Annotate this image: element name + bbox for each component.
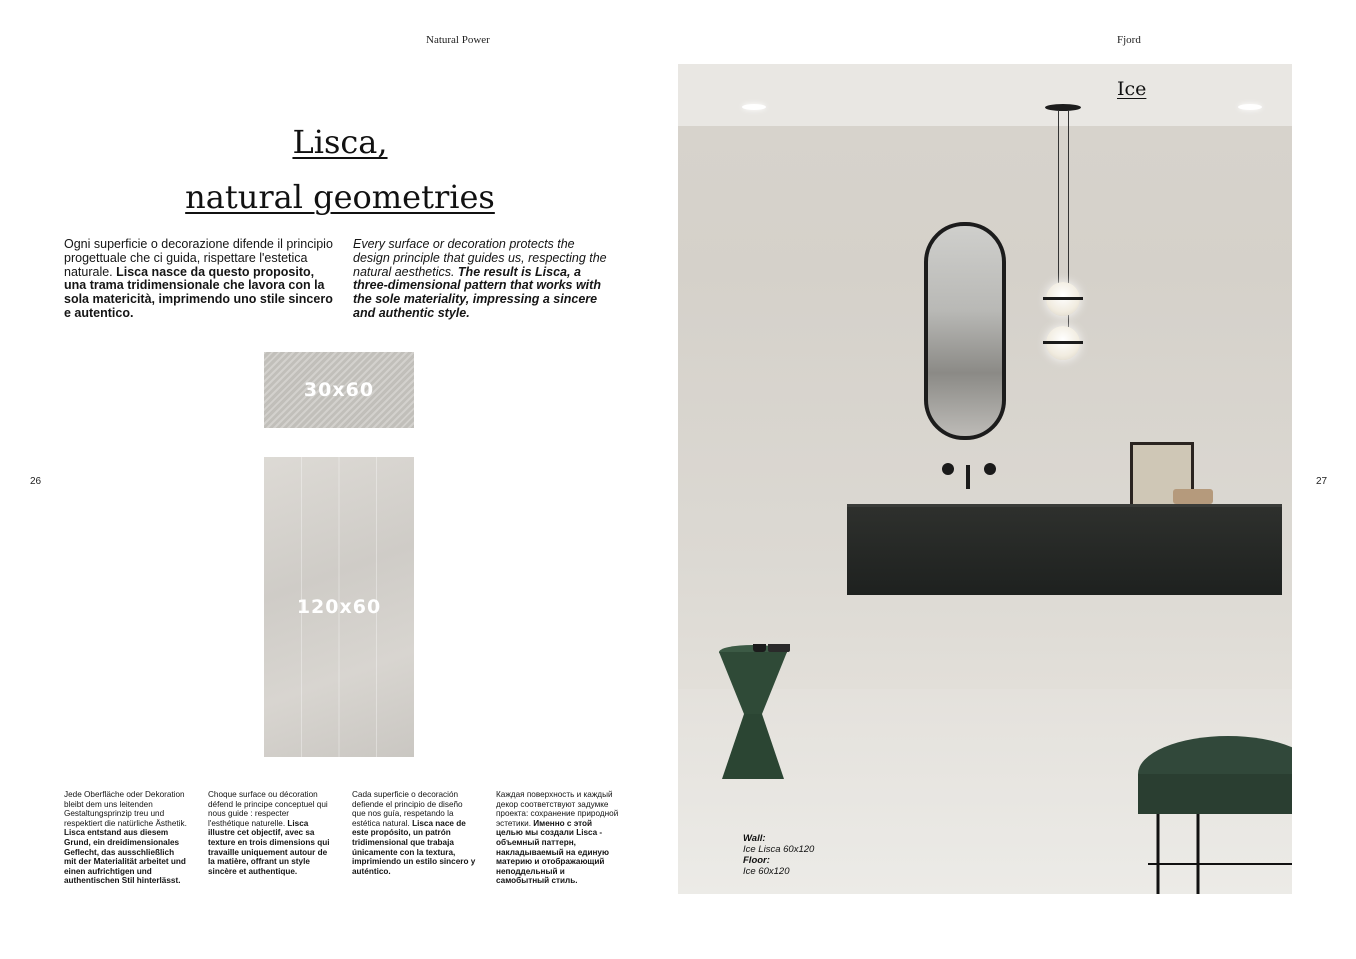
caption-floor-value: Ice 60x120	[743, 866, 790, 877]
text-column-russian	[496, 790, 620, 886]
oval-mirror	[924, 222, 1006, 440]
french-plain: Choque surface ou décoration défend le principe conceptuel qui nous guide : respecter l'esthétique naturelle.	[208, 790, 328, 828]
caption-wall-value: Ice Lisca 60x120	[743, 844, 815, 855]
text-column-french	[208, 790, 332, 876]
french-bold: Lisca illustre cet objectif, avec sa texture en trois dimensions qui travaille uniquement autour de la matière, offrant un style sincère et authentique.	[208, 818, 330, 876]
page-number-left: 26	[30, 476, 42, 487]
caption-floor-label: Floor:	[743, 855, 770, 866]
spanish-plain: Cada superficie o decoración defiende el principio de diseño que nos guía, respetando la estética natural.	[352, 790, 463, 828]
pendant-wire	[1058, 110, 1059, 290]
russian-bold: Именно с этой целью мы создали Lisca - объемный паттерн, накладываемый на единую материю и отображающий неподдельный и самобытный стиль.	[496, 818, 609, 886]
folded-towel	[1173, 489, 1213, 504]
photo-caption	[743, 833, 814, 877]
tile-sample-30x60	[264, 352, 414, 428]
intro-italian-plain: Ogni superficie o decorazione difende il principio progettuale che ci guida, rispettare l'estetica naturale.	[64, 237, 333, 279]
pendant-globe-upper	[1046, 282, 1080, 316]
green-side-table	[698, 644, 808, 784]
spanish-bold: Lisca nace de este propósito, un patrón tridimensional que trabaja únicamente con la textura, imprimiendo un estilo sincero y auténtico.	[352, 818, 476, 876]
tile-sample-120x60	[264, 457, 414, 757]
title-line-1: Lisca,	[292, 123, 388, 161]
running-header-left: Natural Power	[426, 34, 490, 46]
intro-italian	[64, 238, 336, 321]
german-bold: Lisca entstand aus diesem Grund, ein dreidimensionales Geflecht, das ausschließlich mit der Materialität arbeitet und einen aufrichtigen und authentischen Stil hinterlässt.	[64, 828, 186, 886]
intro-english-plain: Every surface or decoration protects the design principle that guides us, respecting the natural aesthetics.	[353, 237, 607, 279]
bathroom-photo	[678, 64, 1292, 894]
photo-ceiling	[678, 64, 1292, 126]
pendant-globe-lower	[1046, 326, 1080, 360]
green-pouf	[1138, 734, 1292, 894]
ceiling-spotlight	[1238, 104, 1262, 110]
caption-wall-label: Wall:	[743, 833, 766, 844]
tile-size-label-large: 120x60	[296, 596, 382, 618]
tile-size-label-small: 30x60	[303, 379, 375, 401]
intro-italian-bold: Lisca nasce da questo proposito, una trama tridimensionale che lavora con la sola matericità, imprimendo uno stile sincero e autentico.	[64, 264, 333, 320]
wall-faucet	[940, 461, 1000, 491]
title-line-2: natural geometries	[185, 178, 495, 216]
intro-english	[353, 238, 611, 321]
floating-vanity	[847, 507, 1282, 595]
ceiling-spotlight	[742, 104, 766, 110]
pendant-canopy	[1045, 104, 1081, 111]
collection-name-label: Ice	[1117, 78, 1147, 100]
intro-english-bold: The result is Lisca, a three-dimensional pattern that works with the sole materiality, impressing a sincere and authentic style.	[353, 264, 601, 320]
text-column-spanish	[352, 790, 476, 876]
russian-plain: Каждая поверхность и каждый декор соответствуют задумке проекта: сохранение природной эстетики.	[496, 790, 619, 828]
page-title	[150, 115, 530, 225]
running-header-right: Fjord	[1117, 34, 1141, 46]
text-column-german	[64, 790, 188, 886]
page-number-right: 27	[1316, 476, 1328, 487]
german-plain: Jede Oberfläche oder Dekoration bleibt dem uns leitenden Gestaltungsprinzip treu und respektiert die natürliche Ästhetik.	[64, 790, 187, 828]
